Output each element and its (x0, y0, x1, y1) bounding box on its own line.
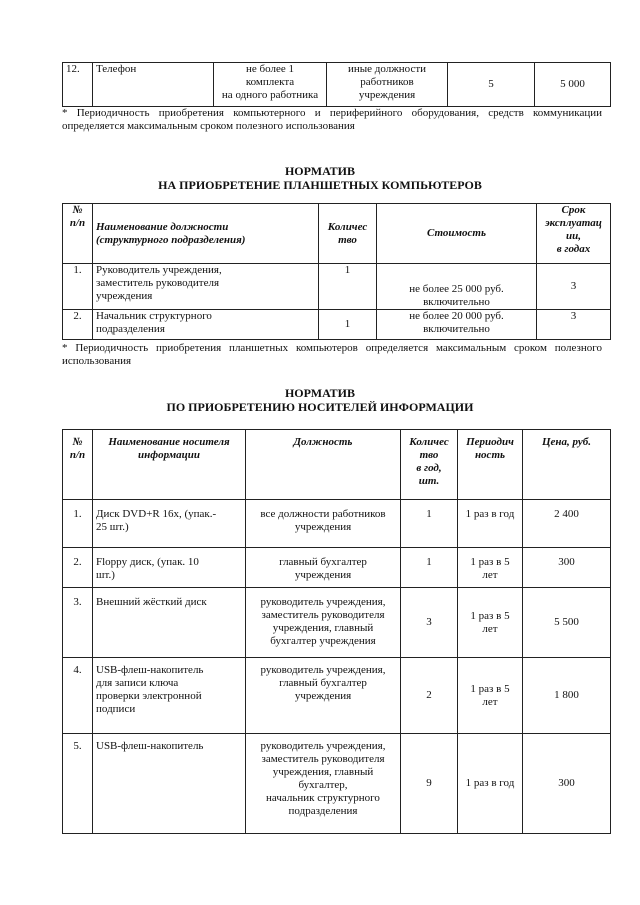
row-cost: не более 25 000 руб. включительно (377, 264, 537, 310)
item-name: Телефон (93, 63, 214, 107)
row-position: все должности работников учреждения (246, 500, 401, 548)
row-term: 3 (537, 310, 611, 340)
row-cost: не более 20 000 руб. включительно (377, 310, 537, 340)
media-table (62, 429, 611, 834)
row-position: руководитель учреждения, заместитель руководителя учреждения, главный бухгалтер учреждения (246, 588, 401, 658)
row-period: 1 раз в год (458, 500, 523, 548)
table-row (63, 588, 611, 658)
row-period: 1 раз в 5 лет (458, 588, 523, 658)
footnote-equipment: * Периодичность приобретения компьютерного и периферийного оборудования, средств коммуникации определяется максимальным сроком полезного использования (62, 107, 602, 132)
row-number: 3. (63, 588, 93, 658)
col-header-position: Наименование должности (структурного подразделения) (93, 204, 319, 264)
table-row (63, 734, 611, 834)
row-price: 2 400 (523, 500, 611, 548)
row-quantity: 3 (401, 588, 458, 658)
col-header-cost: Стоимость (377, 204, 537, 264)
row-number: 5. (63, 734, 93, 834)
footnote-tablets: * Периодичность приобретения планшетных компьютеров определяется максимальным сроком полезного использования (62, 342, 602, 367)
row-number: 1. (63, 500, 93, 548)
table-row (63, 310, 611, 340)
table-header-row (63, 204, 611, 264)
row-quantity: 1 (319, 264, 377, 310)
table-row (63, 658, 611, 734)
row-quantity: 1 (401, 500, 458, 548)
col-header-period: Периодич ность (458, 430, 523, 500)
row-position: главный бухгалтер учреждения (246, 548, 401, 588)
row-media-name: Внешний жёсткий диск (93, 588, 246, 658)
row-number: 2. (63, 548, 93, 588)
row-number: 4. (63, 658, 93, 734)
row-period: 1 раз в 5 лет (458, 658, 523, 734)
item-position: иные должности работников учреждения (327, 63, 448, 107)
table-row (63, 63, 611, 107)
row-media-name: USB-флеш-накопитель (93, 734, 246, 834)
row-price: 5 500 (523, 588, 611, 658)
tablets-table (62, 203, 611, 340)
table-row (63, 548, 611, 588)
equipment-table-fragment (62, 62, 611, 107)
col-header-quantity: Количес тво (319, 204, 377, 264)
row-position: руководитель учреждения, главный бухгалтер учреждения (246, 658, 401, 734)
row-price: 1 800 (523, 658, 611, 734)
row-price: 300 (523, 548, 611, 588)
col-header-price: Цена, руб. (523, 430, 611, 500)
row-quantity: 1 (401, 548, 458, 588)
item-price: 5 000 (535, 63, 611, 107)
row-quantity: 1 (319, 310, 377, 340)
table-row (63, 264, 611, 310)
col-header-quantity: Количес тво в год, шт. (401, 430, 458, 500)
col-header-number: № п/п (63, 204, 93, 264)
row-position: Начальник структурного подразделения (93, 310, 319, 340)
row-number: 1. (63, 264, 93, 310)
col-header-term: Срок эксплуатац ии, в годах (537, 204, 611, 264)
item-term: 5 (448, 63, 535, 107)
row-period: 1 раз в 5 лет (458, 548, 523, 588)
col-header-media-name: Наименование носителя информации (93, 430, 246, 500)
table-row (63, 500, 611, 548)
media-heading: НОРМАТИВ ПО ПРИОБРЕТЕНИЮ НОСИТЕЛЕЙ ИНФОРМАЦИИ (166, 386, 474, 414)
row-number: 2. (63, 310, 93, 340)
row-media-name: Floppy диск, (упак. 10 шт.) (93, 548, 246, 588)
col-header-number: № п/п (63, 430, 93, 500)
row-number: 12. (63, 63, 93, 107)
tablets-heading: НОРМАТИВ НА ПРИОБРЕТЕНИЕ ПЛАНШЕТНЫХ КОМПЬЮТЕРОВ (158, 164, 482, 192)
row-media-name: USB-флеш-накопитель для записи ключа проверки электронной подписи (93, 658, 246, 734)
row-media-name: Диск DVD+R 16x, (упак.- 25 шт.) (93, 500, 246, 548)
row-position: руководитель учреждения, заместитель руководителя учреждения, главный бухгалтер, начальник структурного подразделения (246, 734, 401, 834)
table-header-row (63, 430, 611, 500)
item-quantity: не более 1 комплекта на одного работника (214, 63, 327, 107)
row-term: 3 (537, 264, 611, 310)
row-quantity: 9 (401, 734, 458, 834)
row-period: 1 раз в год (458, 734, 523, 834)
row-quantity: 2 (401, 658, 458, 734)
row-price: 300 (523, 734, 611, 834)
col-header-position: Должность (246, 430, 401, 500)
row-position: Руководитель учреждения, заместитель руководителя учреждения (93, 264, 319, 310)
